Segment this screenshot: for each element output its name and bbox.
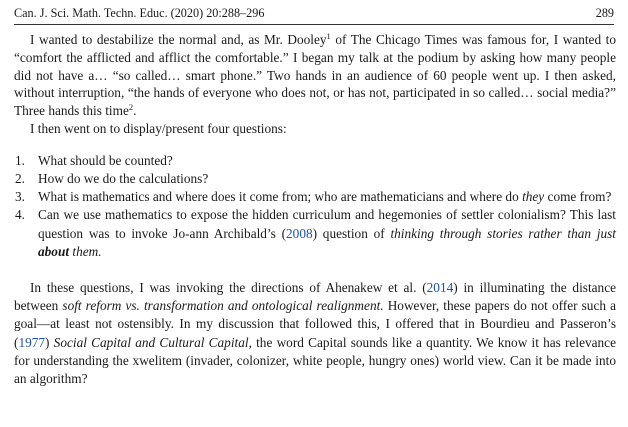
paragraph-intro: I wanted to destabilize the normal and, as Mr. Dooley$^1$ of The Chicago Times was famous for, I wanted to “comfort the afflicted and afflict the comfortable.” I began my talk at the podium by asking how many people did not have a… “so called… smart phone.” Two hands in an audience of 60 people went up. I then asked, without interruption, “the hands of everyone who does not, or has not, participated in so called… social media?” Three hands this time$^2$. [14, 31, 616, 119]
list-number: 3. [15, 189, 25, 205]
list-number: 1. [15, 152, 25, 168]
footnote-ref-1[interactable]: 1 [326, 31, 331, 41]
question-list [14, 152, 616, 261]
list-item: 3. What is mathematics and where does it come from; who are mathematicians and where do they come from? [14, 188, 616, 206]
running-header [14, 6, 614, 25]
paragraph-questions-lead: I then went on to display/present four questions: [30, 120, 287, 136]
page-body [14, 31, 616, 388]
list-number: 2. [15, 170, 25, 186]
page-number: 289 [595, 6, 614, 20]
citation-link-2008[interactable]: 2008 [286, 225, 313, 241]
citation-link-2014[interactable]: 2014 [426, 280, 454, 295]
paragraph-discussion: In these questions, I was invoking the directions of Ahenakew et al. (2014) in illuminating the distance between soft reform vs. transformation and ontological realignment. However, these papers do not offer such a goal—at least not ostensibly. In my discussion that followed this, I offered that in Bourdieu and Passeron’s (1977) Social Capital and Cultural Capital, the word Capital sounds like a quantity. We know it has relevance for understanding the xwelitem (invader, colonizer, white people, hungry ones) world view. Can it be made into an algorithm? [14, 280, 616, 387]
list-item: 2. How do we do the calculations? [14, 170, 616, 188]
journal-citation: Can. J. Sci. Math. Techn. Educ. (2020) 20:288–296 [14, 6, 265, 20]
list-item: 1. What should be counted? [14, 152, 616, 170]
citation-link-1977[interactable]: 1977 [18, 334, 46, 350]
list-item: 4. Can we use mathematics to expose the hidden curriculum and hegemonies of settler colonialism? This last question was to invoke Jo-ann Archibald’s (2008) question of thinking through stories rather than just about them. [15, 207, 616, 259]
list-number: 4. [15, 207, 25, 223]
footnote-ref-2[interactable]: 2 [128, 102, 134, 113]
